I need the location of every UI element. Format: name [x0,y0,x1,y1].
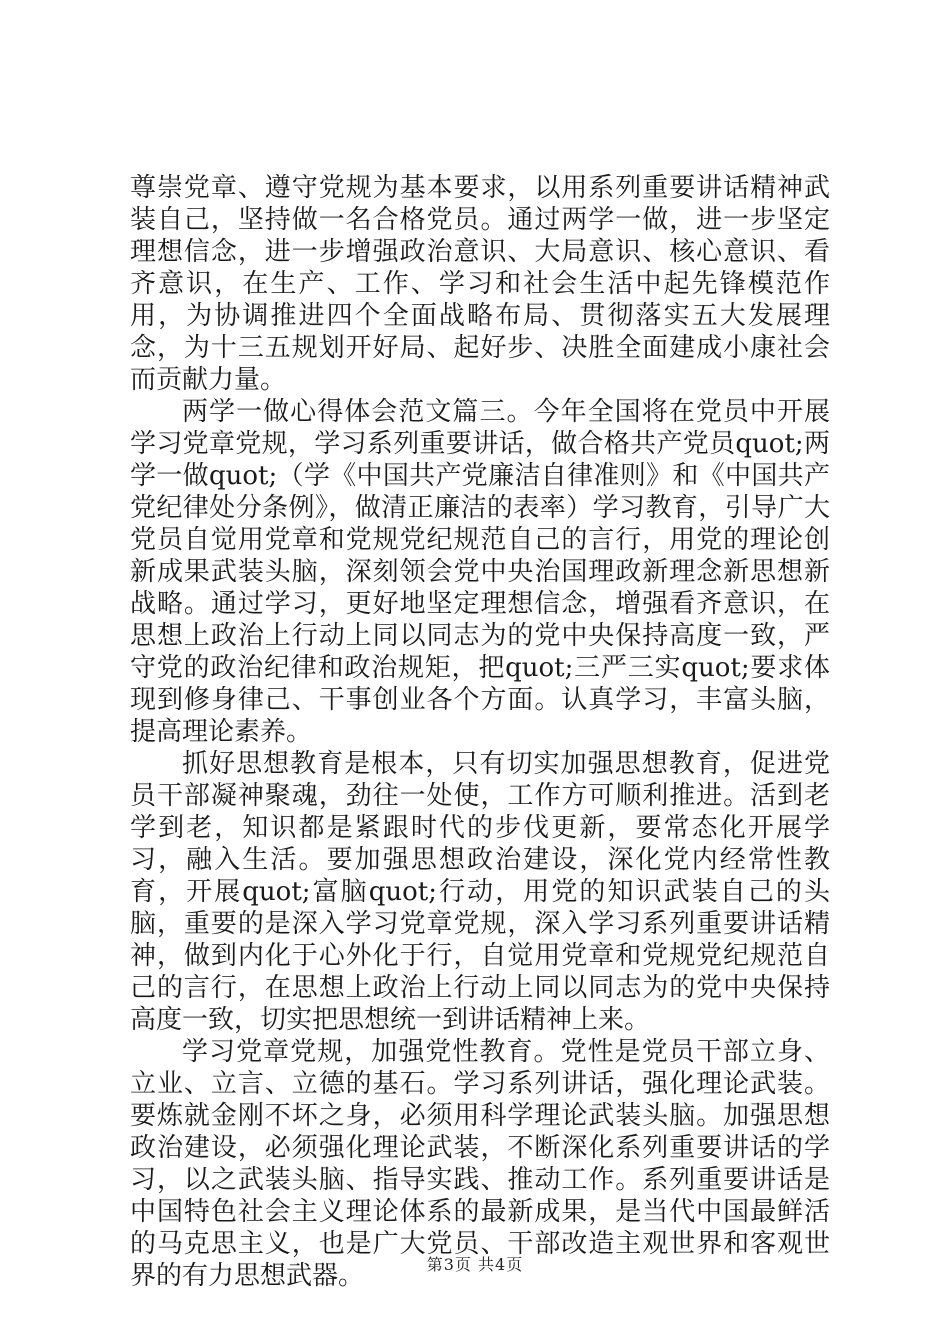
document-body [130,172,830,1292]
paragraph-party-constitution: 学习党章党规，加强党性教育。党性是党员干部立身、立业、立言、立德的基石。学习系列讲话，强化理论武装。要炼就金刚不坏之身，必须用科学理论武装头脑。加强思想政治建设，必须强化理论武装，不断深化系列重要讲话的学习，以之武装头脑、指导实践、推动工作。系列重要讲话是中国特色社会主义理论体系的最新成果，是当代中国最鲜活的马克思主义，也是广大党员、干部改造主观世界和客观世界的有力思想武器。 [130,1037,830,1291]
paragraph-ideological-education: 抓好思想教育是根本，只有切实加强思想教育，促进党员干部凝神聚魂，劲往一处使，工作方可顺利推进。活到老学到老，知识都是紧跟时代的步伐更新，要常态化开展学习，融入生活。要加强思想政治建设，深化党内经常性教育，开展quot;富脑quot;行动，用党的知识武装自己的头脑，重要的是深入学习党章党规，深入学习系列重要讲话精神，做到内化于心外化于行，自觉用党章和党规党纪规范自己的言行，在思想上政治上行动上同以同志为的党中央保持高度一致，切实把思想统一到讲话精神上来。 [130,749,830,1035]
paragraph-continuation: 尊崇党章、遵守党规为基本要求，以用系列重要讲话精神武装自己，坚持做一名合格党员。通过两学一做，进一步坚定理想信念，进一步增强政治意识、大局意识、核心意识、看齐意识，在生产、工作、学习和社会生活中起先锋模范作用，为协调推进四个全面战略布局、贯彻落实五大发展理念，为十三五规划开好局、起好步、决胜全面建成小康社会而贡献力量。 [130,173,830,395]
page-number-footer: 第3页 共4页 [426,1255,524,1274]
paragraph-article-three: 两学一做心得体会范文篇三。今年全国将在党员中开展学习党章党规，学习系列重要讲话，做合格共产党员quot;两学一做quot;（学《中国共产党廉洁自律准则》和《中国共产党纪律处分条例》，做清正廉洁的表率）学习教育，引导广大党员自觉用党章和党规党纪规范自己的言行，用党的理论创新成果武装头脑，深刻领会党中央治国理政新理念新思想新战略。通过学习，更好地坚定理想信念，增强看齐意识，在思想上政治上行动上同以同志为的党中央保持高度一致，严守党的政治纪律和政治规矩，把quot;三严三实quot;要求体现到修身律己、干事创业各个方面。认真学习，丰富头脑，提高理论素养。 [130,397,830,747]
